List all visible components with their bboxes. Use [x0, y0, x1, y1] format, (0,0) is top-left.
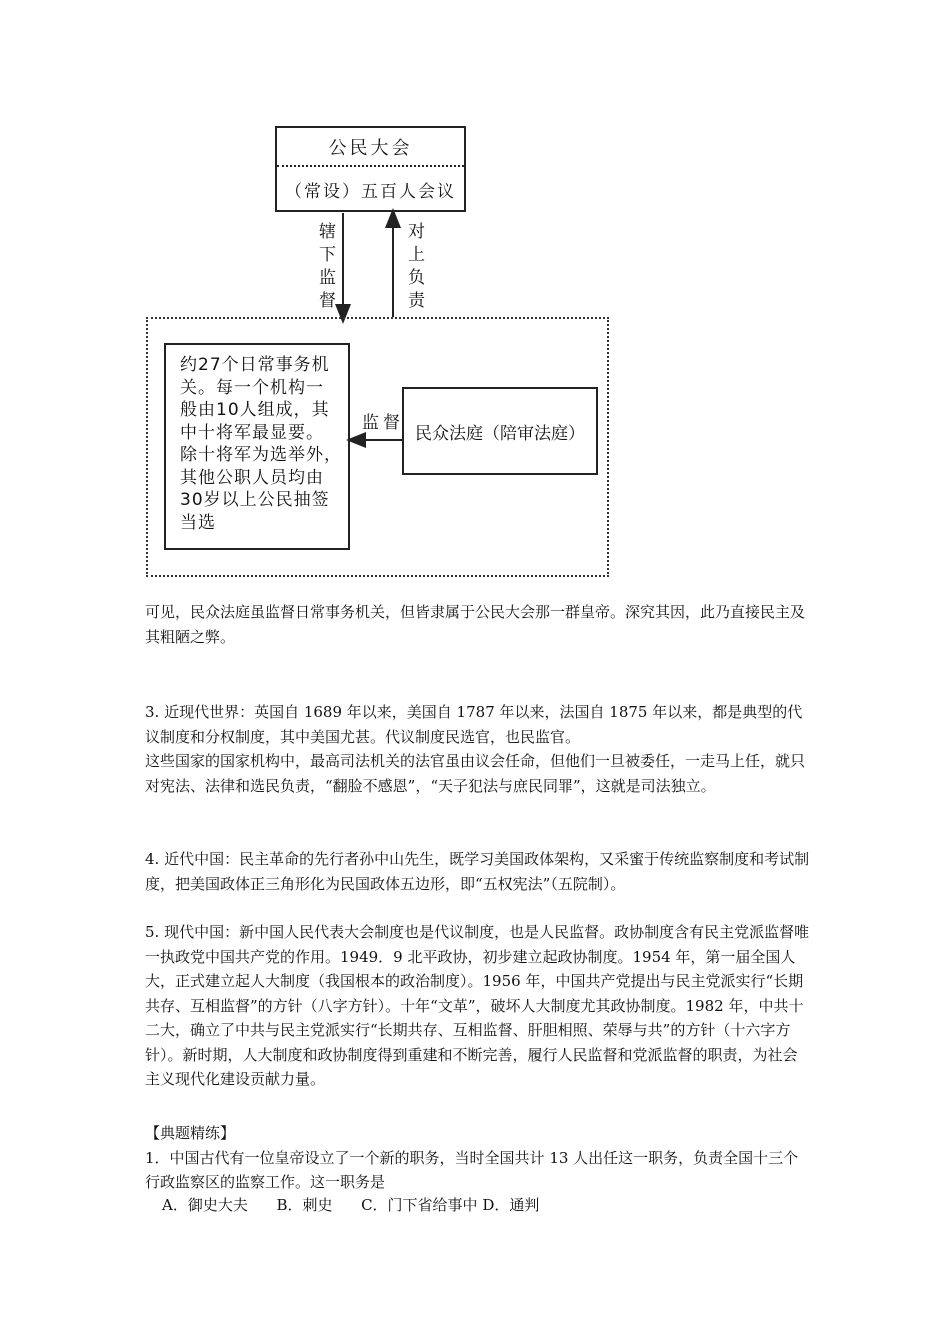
officials-line: 般由10人组成，其	[180, 400, 330, 420]
officials-box	[164, 343, 350, 550]
exercise-heading: 【典题精练】	[145, 1124, 236, 1142]
up-label: 对上负责	[404, 222, 424, 314]
officials-line: 30岁以上公民抽签	[180, 490, 330, 510]
section-5-text: 5. 现代中国：新中国人民代表大会制度也是代议制度，也是人民监督。政协制度含有民主党派监督唯一执政党中国共产党的作用。1949．9 北平政协，初步建立起政协制度。1954 年，第一届全国人大，正式建立起人大制度（我国根本的政治制度）。1956 年，中国共产党提出与民主党派实行“长期共存、互相监督”的方针（八字方针）。十年“文革”，破坏人大制度尤其政协制度。1982 年，中共十二大，确立了中共与民主党派实行“长期共存、互相监督、肝胆相照、荣辱与共”的方针（十六字方针）。新时期，人大制度和政协制度得到重建和不断完善，履行人民监督和党派监督的职责，为社会主义现代化建设贡献力量。	[145, 923, 810, 1088]
question-1-options: A．御史大夫 B．刺史 C．门下省给事中 D．通判	[162, 1196, 540, 1214]
officials-line: 中十将军最显要。	[180, 422, 324, 443]
conclusion-paragraph	[145, 600, 810, 649]
officials-line: 当选	[180, 512, 216, 533]
assembly-label: 公民大会	[328, 138, 413, 159]
court-box	[402, 387, 598, 475]
officials-line: 其他公职人员均由	[180, 467, 324, 488]
officials-line: 除十将军为选举外，	[180, 445, 342, 465]
council-label: （常设）五百人会议	[285, 182, 456, 202]
exercise-section	[145, 1121, 810, 1195]
section-3	[145, 700, 810, 798]
section-4-text: 4. 近代中国：民主革命的先行者孙中山先生，既学习美国政体架构，又采蜜于传统监察制度和考试制度，把美国政体正三角形化为民国政体五边形，即“五权宪法”（五院制）。	[145, 850, 810, 893]
section-3-p1: 3. 近现代世界：英国自 1689 年以来，美国自 1787 年以来，法国自 1875 年以来，都是典型的代议制度和分权制度，其中美国尤甚。代议制度民选官，也民监官。	[145, 703, 803, 746]
section-5	[145, 920, 810, 1092]
officials-line: 约27个日常事务机	[180, 355, 330, 375]
section-4	[145, 847, 810, 896]
question-1: 1．中国古代有一位皇帝设立了一个新的职务，当时全国共计 13 人出任这一职务，负责全国十三个行政监察区的监察工作。这一职务是	[145, 1148, 799, 1191]
down-label: 辖下监督	[315, 222, 335, 314]
supervise-label: 监督	[362, 413, 404, 433]
section-3-p2: 这些国家的国家机构中，最高司法机关的法官虽由议会任命，但他们一旦被委任，一走马上任，就只对宪法、法律和选民负责，“翻脸不感恩”，“天子犯法与庶民同罪”，这就是司法独立。	[145, 752, 806, 795]
conclusion-text: 可见，民众法庭虽监督日常事务机关，但皆隶属于公民大会那一群皇帝。深究其因，此乃直接民主及其粗陋之弊。	[145, 603, 806, 646]
officials-line: 关。每一个机构一	[180, 377, 324, 398]
court-label: 民众法庭（陪审法庭）	[415, 423, 585, 444]
